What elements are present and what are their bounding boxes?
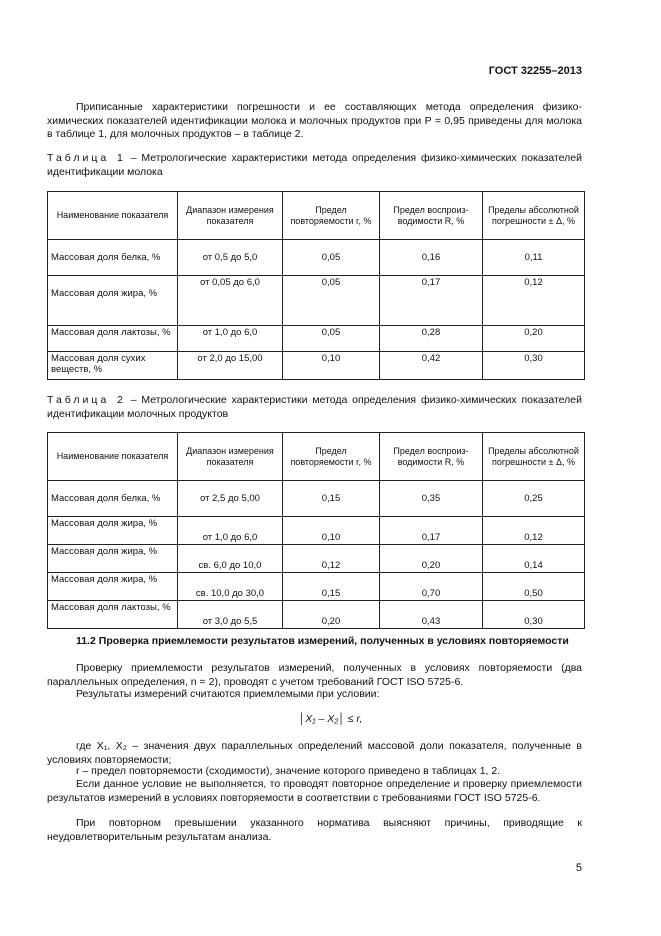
table-cell: 0,30: [483, 352, 585, 380]
table2-header-cell: Диапазон измерения показателя: [178, 433, 283, 481]
table-cell: 0,15: [283, 481, 380, 517]
table-cell: 0,70: [380, 573, 483, 601]
table-cell: 0,10: [283, 352, 380, 380]
table-row: [48, 481, 585, 517]
table-cell: 0,20: [283, 601, 380, 629]
table-cell: 0,28: [380, 326, 483, 352]
section-paragraph-5: Если данное условие не выполняется, то проводят повторное определение и проверку приемлемости результатов измерений в условиях повторяемости в соответствии с требованиями ГОСТ ISO 5725-6.: [47, 778, 582, 804]
table-cell: 0,11: [483, 240, 585, 276]
table-cell: 0,12: [283, 545, 380, 573]
table-cell: от 2,0 до 15,00: [178, 352, 283, 380]
table-cell-name: Массовая доля жира, %: [48, 276, 178, 326]
repeatability-formula: │X₁ – X₂│ ≤ r,: [298, 713, 363, 725]
table-row: [48, 276, 585, 326]
table-cell: от 2,5 до 5,00: [178, 481, 283, 517]
table-cell-name: Массовая доля белка, %: [48, 481, 178, 517]
table2-caption-label: Таблица 2: [47, 394, 126, 406]
table2-caption: [47, 394, 582, 421]
section-paragraph-4: r – предел повторяемости (сходимости), значение которого приведено в таблицах 1, 2.: [76, 765, 501, 777]
page-number: 5: [575, 862, 582, 874]
table-cell-name: Массовая доля жира, %: [48, 573, 178, 601]
table-row: [48, 352, 585, 380]
table1-header-cell: Предел воспроиз-водимости R, %: [380, 192, 483, 240]
table-cell: 0,20: [483, 326, 585, 352]
section-paragraph-1: Проверку приемлемости результатов измерений, полученных в условиях повторяемости (два параллельных определения, n = 2), проводят с учетом требований ГОСТ ISO 5725-6.: [47, 662, 582, 688]
section-paragraph-6: При повторном превышении указанного норматива выясняют причины, приводящие к неудовлетворительным результатам анализа.: [47, 817, 582, 843]
table2-header-cell: Предел повторяемости r, %: [283, 433, 380, 481]
table-cell: 0,15: [283, 573, 380, 601]
table-cell: 0,12: [483, 276, 585, 326]
table-cell: 0,10: [283, 517, 380, 545]
table-row: [48, 326, 585, 352]
table-cell: от 0,05 до 6,0: [178, 276, 283, 326]
table2-header-cell: Предел воспроиз-водимости R, %: [380, 433, 483, 481]
table1: [47, 191, 585, 380]
table-cell: от 1,0 до 6,0: [178, 517, 283, 545]
table-row: [48, 601, 585, 629]
table-cell: от 1,0 до 6,0: [178, 326, 283, 352]
table1-header-cell: Предел повторяемости r, %: [283, 192, 380, 240]
table-cell: 0,05: [283, 240, 380, 276]
table-cell: 0,43: [380, 601, 483, 629]
table-cell: 0,50: [483, 573, 585, 601]
document-header: ГОСТ 32255–2013: [488, 65, 582, 77]
table1-caption: [47, 152, 582, 179]
table-cell: 0,16: [380, 240, 483, 276]
table1-header-cell: Диапазон измерения показателя: [178, 192, 283, 240]
table-cell-name: Массовая доля лактозы, %: [48, 601, 178, 629]
table-cell-name: Массовая доля сухих веществ, %: [48, 352, 178, 380]
table2-caption-text: – Метрологические характеристики метода определения физико-химических показателей идентификации молочных продуктов: [47, 394, 583, 420]
table-cell: 0,42: [380, 352, 483, 380]
table-cell: 0,30: [483, 601, 585, 629]
table-row: [48, 240, 585, 276]
table-cell: 0,05: [283, 326, 380, 352]
table-row: [48, 573, 585, 601]
table-row: [48, 545, 585, 573]
table-cell-name: Массовая доля белка, %: [48, 240, 178, 276]
table1-header-row: [48, 192, 585, 240]
table2: [47, 432, 585, 629]
table-cell: 0,35: [380, 481, 483, 517]
table-cell: 0,17: [380, 517, 483, 545]
table-cell: 0,25: [483, 481, 585, 517]
section-heading: 11.2 Проверка приемлемости результатов измерений, полученных в условиях повторяемости: [76, 635, 569, 647]
table-cell: 0,17: [380, 276, 483, 326]
table-cell: от 3,0 до 5,5: [178, 601, 283, 629]
table-cell-name: Массовая доля жира, %: [48, 517, 178, 545]
table-cell: от 0,5 до 5,0: [178, 240, 283, 276]
table-cell: 0,12: [483, 517, 585, 545]
table-cell: св. 6,0 до 10,0: [178, 545, 283, 573]
table-cell: 0,05: [283, 276, 380, 326]
table2-header-cell: Наименование показателя: [48, 433, 178, 481]
table-cell-name: Массовая доля лактозы, %: [48, 326, 178, 352]
table1-caption-text: – Метрологические характеристики метода определения физико-химических показателей идентификации молока: [47, 152, 583, 178]
table-row: [48, 517, 585, 545]
intro-paragraph: Приписанные характеристики погрешности и ее составляющих метода определения физико-химических показателей идентификации молока и молочных продуктов при Р = 0,95 приведены для молока в таблице 1, для молочных продуктов – в таблице 2.: [47, 101, 582, 141]
table2-header-row: [48, 433, 585, 481]
section-paragraph-2: Результаты измерений считаются приемлемыми при условии:: [76, 688, 380, 700]
table1-caption-label: Таблица 1: [47, 152, 126, 164]
table-cell: св. 10,0 до 30,0: [178, 573, 283, 601]
table-cell: 0,14: [483, 545, 585, 573]
table1-header-cell: Пределы абсолютной погрешности ± Δ, %: [483, 192, 585, 240]
table-cell: 0,20: [380, 545, 483, 573]
section-paragraph-3: где X₁, X₂ – значения двух параллельных определений массовой доли показателя, полученные в условиях повторяемости;: [47, 740, 582, 766]
table-cell-name: Массовая доля жира, %: [48, 545, 178, 573]
table1-header-cell: Наименование показателя: [48, 192, 178, 240]
table2-header-cell: Пределы абсолютной погрешности ± Δ, %: [483, 433, 585, 481]
